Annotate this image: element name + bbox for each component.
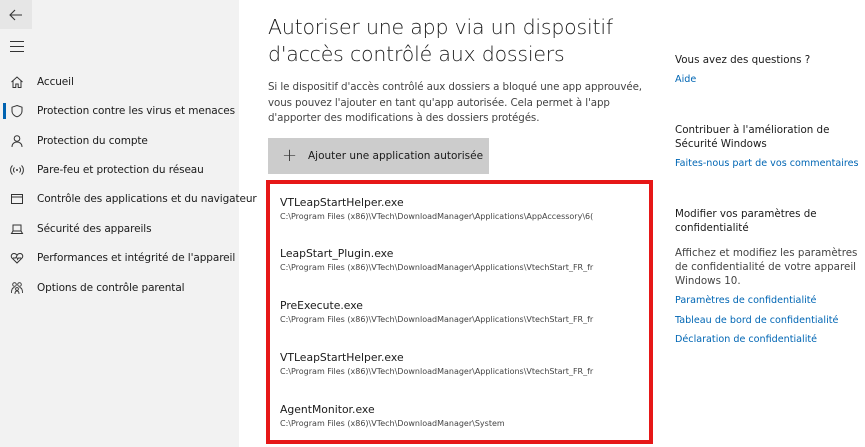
- sidebar: [0, 0, 257, 447]
- sidebar-item-home[interactable]: [0, 71, 239, 93]
- app-name: VTLeapStartHelper.exe: [280, 351, 404, 364]
- wifi-icon: [9, 162, 25, 178]
- feedback-link[interactable]: Faites-nous part de vos commentaires: [675, 158, 859, 169]
- page-title: Autoriser une app via un dispositif d'accès contrôlé aux dossiers: [268, 15, 613, 66]
- home-icon: [9, 74, 25, 90]
- browser-icon: [9, 191, 25, 207]
- sidebar-item-virus-protection[interactable]: [0, 100, 239, 122]
- hamburger-menu-button[interactable]: [10, 41, 24, 52]
- sidebar-item-label: Accueil: [37, 76, 74, 88]
- list-item[interactable]: [280, 247, 620, 272]
- app-path: C:\Program Files (x86)\VTech\DownloadManager\System: [280, 419, 505, 428]
- privacy-statement-link[interactable]: Déclaration de confidentialité: [675, 334, 818, 345]
- page-description: Si le dispositif d'accès contrôlé aux dossiers a bloqué une app approuvée, vous pouvez l'ajouter en tant qu'app autorisée. Cela permet à l'app d'apporter des modifications à des dossiers protégés.: [268, 81, 642, 124]
- app-name: VTLeapStartHelper.exe: [280, 196, 404, 209]
- allowed-apps-list: [266, 180, 653, 444]
- family-icon: [9, 280, 25, 296]
- privacy-description: Affichez et modifiez les paramètres de confidentialité de votre appareil Windows 10.: [675, 247, 858, 287]
- sidebar-item-firewall[interactable]: [0, 159, 239, 181]
- privacy-heading: Modifier vos paramètres de confidentialité: [675, 208, 817, 234]
- plus-icon: +: [282, 145, 298, 166]
- app-path: C:\Program Files (x86)\VTech\DownloadManager\Applications\VtechStart_FR_fr: [280, 367, 594, 376]
- laptop-icon: [9, 221, 25, 237]
- help-link[interactable]: Aide: [675, 74, 697, 85]
- privacy-settings-link[interactable]: Paramètres de confidentialité: [675, 295, 817, 306]
- add-allowed-app-button[interactable]: [268, 138, 489, 174]
- contribute-heading: Contribuer à l'amélioration de Sécurité Windows: [675, 124, 830, 150]
- back-button[interactable]: [0, 0, 32, 29]
- sidebar-item-label: Protection contre les virus et menaces: [37, 105, 236, 117]
- sidebar-item-label: Sécurité des appareils: [37, 223, 152, 235]
- app-name: AgentMonitor.exe: [280, 403, 375, 416]
- add-allowed-app-label: Ajouter une application autorisée: [308, 150, 484, 162]
- person-icon: [9, 133, 25, 149]
- list-item[interactable]: [280, 299, 620, 324]
- heart-icon: [9, 250, 25, 266]
- sidebar-item-device-security[interactable]: [0, 218, 239, 240]
- list-item[interactable]: [280, 403, 620, 428]
- sidebar-item-label: Performances et intégrité de l'appareil: [37, 252, 236, 264]
- app-path: C:\Program Files (x86)\VTech\DownloadManager\Applications\AppAccessory\6(: [280, 212, 594, 221]
- sidebar-item-label: Contrôle des applications et du navigateur: [37, 193, 257, 205]
- sidebar-item-label: Protection du compte: [37, 135, 148, 147]
- sidebar-item-label: Options de contrôle parental: [37, 282, 185, 294]
- shield-icon: [9, 103, 25, 119]
- list-item[interactable]: [280, 351, 620, 376]
- app-name: PreExecute.exe: [280, 299, 363, 312]
- sidebar-item-account-protection[interactable]: [0, 130, 239, 152]
- sidebar-item-app-browser-control[interactable]: [0, 188, 257, 210]
- sidebar-item-label: Pare-feu et protection du réseau: [37, 164, 204, 176]
- sidebar-item-device-performance[interactable]: [0, 247, 239, 269]
- sidebar-item-parental-options[interactable]: [0, 277, 239, 299]
- privacy-dashboard-link[interactable]: Tableau de bord de confidentialité: [675, 315, 839, 326]
- app-path: C:\Program Files (x86)\VTech\DownloadManager\Applications\VtechStart_FR_fr: [280, 263, 594, 272]
- list-item[interactable]: [280, 196, 620, 221]
- app-name: LeapStart_Plugin.exe: [280, 247, 394, 260]
- arrow-left-icon: [9, 9, 23, 21]
- app-path: C:\Program Files (x86)\VTech\DownloadManager\Applications\VtechStart_FR_fr: [280, 315, 594, 324]
- questions-heading: Vous avez des questions ?: [675, 54, 811, 66]
